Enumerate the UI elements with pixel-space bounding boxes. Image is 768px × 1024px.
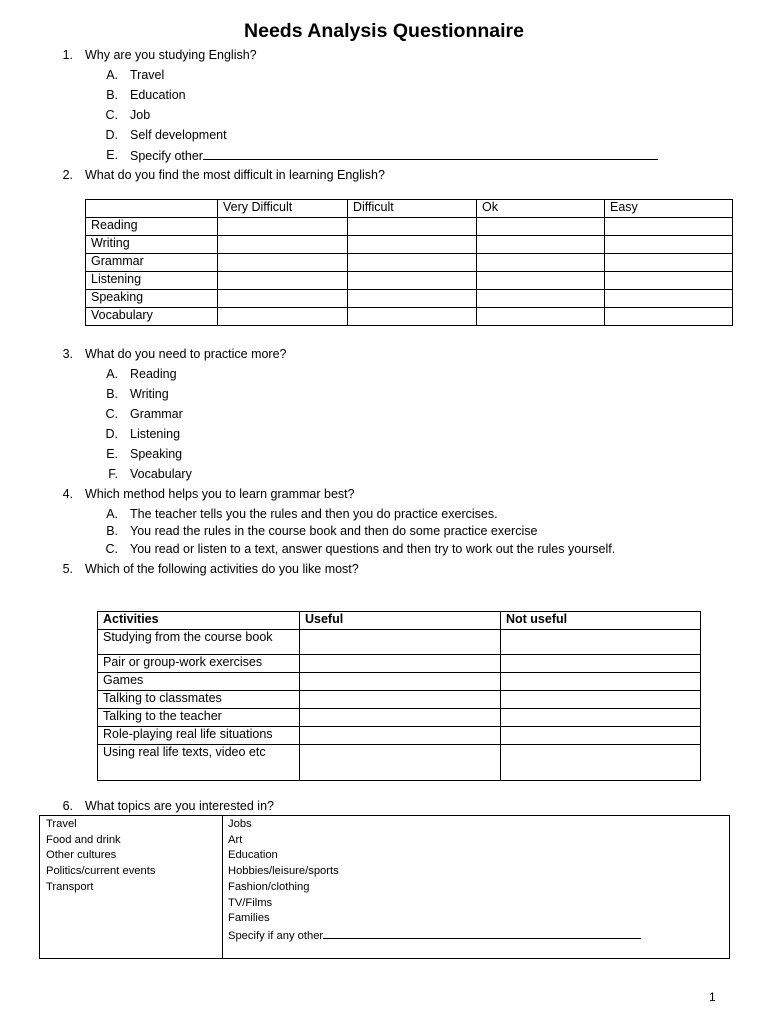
option-text: Specify other <box>130 149 203 163</box>
answer-cell[interactable] <box>501 745 701 781</box>
row-label: Talking to classmates <box>98 691 300 709</box>
table-row <box>86 272 733 290</box>
table-header-row <box>86 200 733 218</box>
answer-cell[interactable] <box>605 290 733 308</box>
option-text: Job <box>130 108 151 122</box>
option-letter: A. <box>106 68 118 82</box>
option-text: Vocabulary <box>130 467 192 481</box>
option-text: The teacher tells you the rules and then you do practice exercises. <box>130 507 498 521</box>
option-letter: A. <box>106 507 118 521</box>
difficulty-table <box>85 199 733 326</box>
topic-item[interactable]: Politics/current events <box>46 865 156 878</box>
option-letter: D. <box>105 128 118 142</box>
row-label: Reading <box>86 218 218 236</box>
row-label: Studying from the course book <box>98 630 300 655</box>
topic-item[interactable]: Transport <box>46 880 94 893</box>
question-text: Why are you studying English? <box>85 48 257 62</box>
option-letter: E. <box>106 148 118 162</box>
topic-item[interactable]: Jobs <box>228 818 252 830</box>
answer-cell[interactable] <box>477 218 605 236</box>
answer-cell[interactable] <box>300 655 501 673</box>
option-text: Self development <box>130 128 227 142</box>
row-label: Pair or group-work exercises <box>98 655 300 673</box>
header-cell: Very Difficult <box>218 200 348 218</box>
option-text: Reading <box>130 367 177 381</box>
answer-cell[interactable] <box>348 218 477 236</box>
answer-cell[interactable] <box>300 691 501 709</box>
answer-cell[interactable] <box>605 272 733 290</box>
topic-item: Specify if any other <box>228 929 324 942</box>
row-label: Using real life texts, video etc <box>98 745 300 781</box>
option-letter: C. <box>105 407 118 421</box>
option-letter: B. <box>106 524 118 538</box>
answer-cell[interactable] <box>477 290 605 308</box>
topics-box <box>39 815 730 959</box>
question-text: What do you find the most difficult in learning English? <box>85 168 385 182</box>
question-number: 2. <box>62 168 73 182</box>
activities-table <box>97 611 701 781</box>
table-row <box>98 691 701 709</box>
answer-cell[interactable] <box>218 272 348 290</box>
question-number: 6. <box>62 799 73 813</box>
topic-item[interactable]: Fashion/clothing <box>228 880 310 893</box>
table-row <box>98 673 701 691</box>
answer-cell[interactable] <box>300 673 501 691</box>
table-row <box>86 254 733 272</box>
header-cell: Difficult <box>348 200 477 218</box>
answer-cell[interactable] <box>501 630 701 655</box>
topics-left-list <box>46 817 155 896</box>
option-text: Travel <box>130 68 165 82</box>
question-number: 5. <box>62 562 73 576</box>
header-cell: Not useful <box>501 612 701 630</box>
answer-cell[interactable] <box>300 745 501 781</box>
row-label: Games <box>98 673 300 691</box>
table-row <box>98 709 701 727</box>
table-header-row <box>98 612 701 630</box>
answer-cell[interactable] <box>218 254 348 272</box>
header-cell <box>86 200 218 218</box>
option-letter: E. <box>106 447 118 461</box>
row-label: Talking to the teacher <box>98 709 300 727</box>
row-label: Role-playing real life situations <box>98 727 300 745</box>
question-number: 1. <box>62 48 73 62</box>
answer-cell[interactable] <box>348 290 477 308</box>
option-text: Listening <box>130 427 181 441</box>
answer-cell[interactable] <box>501 673 701 691</box>
answer-cell[interactable] <box>218 236 348 254</box>
answer-cell[interactable] <box>300 630 501 655</box>
answer-cell[interactable] <box>300 709 501 727</box>
option-letter: C. <box>105 542 118 556</box>
question-text: Which method helps you to learn grammar best? <box>85 487 355 501</box>
answer-cell[interactable] <box>605 254 733 272</box>
topic-item[interactable]: Other cultures <box>46 849 117 862</box>
table-row <box>98 727 701 745</box>
table-row <box>86 290 733 308</box>
answer-cell[interactable] <box>348 272 477 290</box>
answer-cell[interactable] <box>605 236 733 254</box>
table-row <box>86 308 733 326</box>
option-letter: B. <box>106 387 118 401</box>
option-text: You read or listen to a text, answer questions and then try to work out the rules yourself. <box>130 542 616 556</box>
answer-cell[interactable] <box>605 218 733 236</box>
answer-cell[interactable] <box>605 308 733 326</box>
table-row <box>98 745 701 781</box>
answer-cell[interactable] <box>477 272 605 290</box>
answer-cell[interactable] <box>501 655 701 673</box>
header-cell: Activities <box>98 612 300 630</box>
answer-cell[interactable] <box>218 290 348 308</box>
column-divider <box>222 816 223 958</box>
table-row <box>98 630 701 655</box>
topic-item[interactable]: Food and drink <box>46 833 121 846</box>
option-letter: A. <box>106 367 118 381</box>
option-letter: C. <box>105 108 118 122</box>
row-label: Speaking <box>86 290 218 308</box>
topic-item[interactable]: Hobbies/leisure/sports <box>228 865 339 878</box>
table-row <box>86 236 733 254</box>
answer-cell[interactable] <box>477 308 605 326</box>
header-cell: Ok <box>477 200 605 218</box>
answer-cell[interactable] <box>348 254 477 272</box>
row-label: Grammar <box>86 254 218 272</box>
option-text: Speaking <box>130 447 183 461</box>
topic-item[interactable]: Families <box>228 912 270 925</box>
table-row <box>98 655 701 673</box>
table-row <box>86 218 733 236</box>
answer-cell[interactable] <box>300 727 501 745</box>
question-text: What do you need to practice more? <box>85 347 287 361</box>
question-text: Which of the following activities do you like most? <box>85 562 359 576</box>
option-letter: D. <box>105 427 118 441</box>
question-number: 3. <box>62 347 73 361</box>
option-text: Education <box>130 88 186 102</box>
option-letter: F. <box>108 467 118 481</box>
answer-cell[interactable] <box>477 254 605 272</box>
answer-cell[interactable] <box>477 236 605 254</box>
specify-other-blank[interactable] <box>323 927 641 939</box>
topic-item[interactable]: Art <box>228 833 243 846</box>
header-cell: Easy <box>605 200 733 218</box>
option-text: You read the rules in the course book and then do some practice exercise <box>130 524 538 538</box>
answer-cell[interactable] <box>501 709 701 727</box>
question-number: 4. <box>62 487 73 501</box>
answer-cell[interactable] <box>501 691 701 709</box>
row-label: Vocabulary <box>86 308 218 326</box>
specify-other-blank[interactable] <box>203 147 658 160</box>
question-text: What topics are you interested in? <box>85 799 274 813</box>
row-label: Writing <box>86 236 218 254</box>
option-text: Writing <box>130 387 169 401</box>
header-cell: Useful <box>300 612 501 630</box>
answer-cell[interactable] <box>501 727 701 745</box>
topic-item[interactable]: TV/Films <box>228 896 273 909</box>
page-title: Needs Analysis Questionnaire <box>244 20 524 42</box>
page-number: 1 <box>709 990 716 1004</box>
topic-item[interactable]: Travel <box>46 818 77 830</box>
topic-item[interactable]: Education <box>228 849 278 862</box>
answer-cell[interactable] <box>218 218 348 236</box>
option-letter: B. <box>106 88 118 102</box>
row-label: Listening <box>86 272 218 290</box>
answer-cell[interactable] <box>348 236 477 254</box>
option-text: Grammar <box>130 407 183 421</box>
topics-right-list <box>228 817 641 945</box>
answer-cell[interactable] <box>348 308 477 326</box>
answer-cell[interactable] <box>218 308 348 326</box>
